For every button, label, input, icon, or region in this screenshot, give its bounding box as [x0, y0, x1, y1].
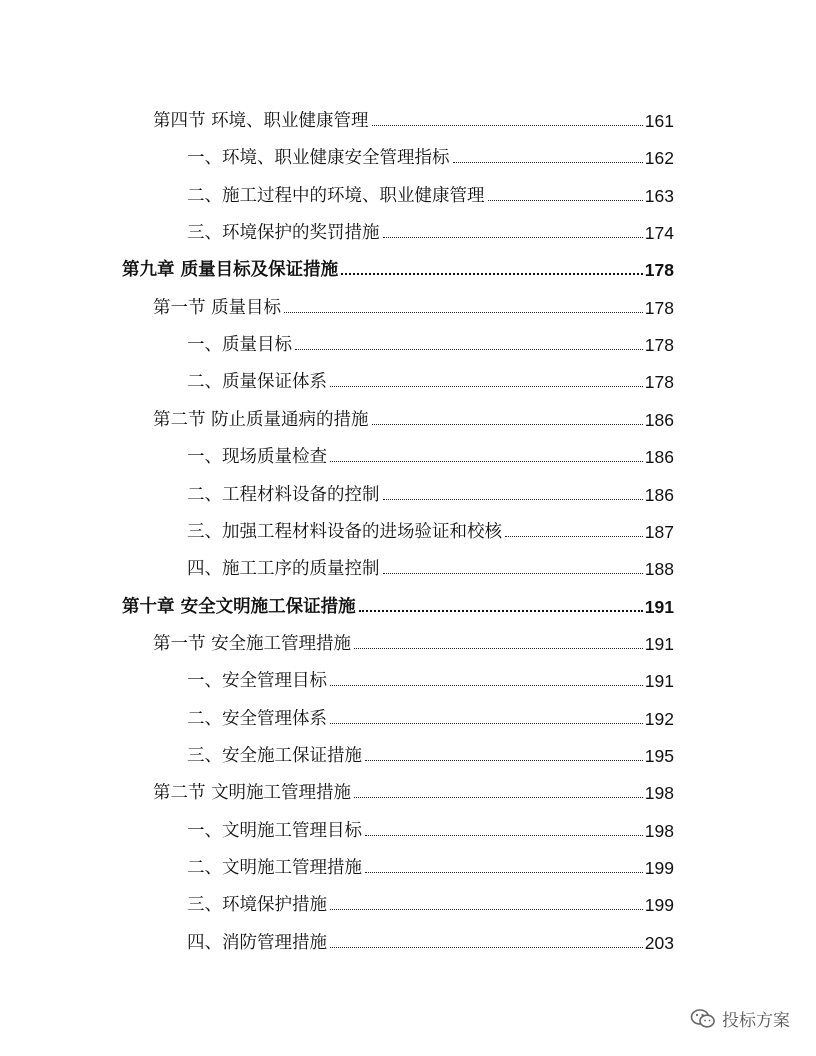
- toc-entry-label: 第十章 安全文明施工保证措施: [122, 596, 356, 617]
- toc-entry-label: 一、安全管理目标: [187, 671, 327, 692]
- watermark: [690, 1006, 790, 1031]
- toc-page-number: 174: [644, 223, 674, 244]
- toc-leader-dots: [341, 273, 643, 275]
- toc-entry[interactable]: [153, 778, 674, 804]
- toc-page-number: 191: [644, 671, 674, 692]
- toc-leader-dots: [383, 499, 643, 500]
- toc-entry[interactable]: [153, 405, 674, 431]
- toc-leader-dots: [365, 760, 643, 761]
- toc-entry[interactable]: [187, 704, 674, 730]
- toc-entry[interactable]: [122, 592, 674, 618]
- toc-leader-dots: [372, 424, 643, 425]
- toc-entry-label: 三、安全施工保证措施: [187, 745, 362, 766]
- toc-page-number: 161: [644, 111, 674, 131]
- toc-entry-label: 第九章 质量目标及保证措施: [122, 260, 339, 281]
- toc-entry-label: 第一节 安全施工管理措施: [153, 633, 352, 654]
- toc-entry-label: 三、环境保护措施: [187, 895, 327, 916]
- toc-page-number: 178: [644, 372, 674, 393]
- toc-entry-label: 一、现场质量检查: [187, 447, 327, 468]
- toc-entry-label: 第二节 防止质量通病的措施: [153, 409, 369, 430]
- toc-page-number: 186: [644, 447, 674, 468]
- toc-entry-label: 第二节 文明施工管理措施: [153, 783, 352, 804]
- toc-entry-label: 二、工程材料设备的控制: [187, 484, 380, 505]
- toc-entry[interactable]: [187, 143, 674, 169]
- toc-entry[interactable]: [187, 554, 674, 580]
- toc-leader-dots: [330, 685, 643, 686]
- toc-leader-dots: [330, 947, 643, 948]
- toc-entry-label: 三、环境保护的奖罚措施: [187, 223, 380, 244]
- toc-leader-dots: [330, 386, 643, 387]
- toc-page-number: 187: [644, 521, 674, 542]
- toc-entry[interactable]: [187, 330, 674, 356]
- toc-entry-label: 二、质量保证体系: [187, 372, 327, 393]
- toc-leader-dots: [359, 610, 643, 612]
- toc-entry-label: 三、加强工程材料设备的进场验证和校核: [187, 521, 502, 542]
- toc-leader-dots: [372, 125, 643, 126]
- toc-entry[interactable]: [153, 106, 674, 132]
- toc-entry-label: 四、消防管理措施: [187, 932, 327, 953]
- toc-entry[interactable]: [187, 928, 674, 954]
- watermark-text: 投标方案: [722, 1011, 790, 1031]
- toc-entry[interactable]: [187, 442, 674, 468]
- toc-entry-label: 一、文明施工管理目标: [187, 820, 362, 841]
- toc-leader-dots: [284, 312, 643, 313]
- toc-page-number: 191: [644, 596, 674, 617]
- toc-leader-dots: [295, 349, 643, 350]
- toc-entry[interactable]: [187, 816, 674, 842]
- toc-page-number: 188: [644, 559, 674, 580]
- toc-entry[interactable]: [153, 293, 674, 319]
- toc-page-number: 199: [644, 858, 674, 878]
- toc-leader-dots: [365, 835, 643, 836]
- toc-entry[interactable]: [153, 629, 674, 655]
- toc-leader-dots: [330, 723, 643, 724]
- toc-leader-dots: [453, 162, 643, 163]
- toc-entry[interactable]: [187, 741, 674, 767]
- toc-entry[interactable]: [187, 218, 674, 244]
- toc-entry[interactable]: [187, 853, 674, 879]
- toc-leader-dots: [488, 200, 643, 201]
- toc-page-number: 199: [644, 895, 674, 916]
- toc-page-number: 191: [644, 633, 674, 654]
- toc-page-number: 203: [644, 932, 674, 953]
- toc-entry-label: 第四节 环境、职业健康管理: [153, 111, 369, 131]
- toc-page-number: 178: [644, 335, 674, 356]
- toc-leader-dots: [354, 648, 643, 649]
- toc-entry-label: 二、安全管理体系: [187, 708, 327, 729]
- toc-page-number: 178: [644, 260, 674, 281]
- toc-entry-label: 第一节 质量目标: [153, 297, 282, 318]
- toc-page-number: 198: [644, 783, 674, 804]
- toc-page-number: 178: [644, 297, 674, 318]
- toc-page-number: 186: [644, 409, 674, 430]
- toc-leader-dots: [354, 797, 643, 798]
- toc-leader-dots: [505, 536, 643, 537]
- toc-page-number: 186: [644, 484, 674, 505]
- toc-entry[interactable]: [187, 666, 674, 692]
- toc-entry-label: 二、施工过程中的环境、职业健康管理: [187, 185, 485, 206]
- toc-leader-dots: [330, 461, 643, 462]
- toc-entry[interactable]: [122, 255, 674, 281]
- toc-entry[interactable]: [187, 517, 674, 543]
- toc-leader-dots: [365, 872, 643, 873]
- toc-entry[interactable]: [187, 890, 674, 916]
- toc-page-number: 198: [644, 820, 674, 841]
- toc-page-number: 192: [644, 708, 674, 729]
- toc-entry[interactable]: [187, 367, 674, 393]
- toc-page-number: 163: [644, 185, 674, 206]
- toc-entry-label: 一、环境、职业健康安全管理指标: [187, 148, 450, 169]
- toc-page-number: 195: [644, 745, 674, 766]
- toc-entry[interactable]: [187, 480, 674, 506]
- toc-entry-label: 四、施工工序的质量控制: [187, 559, 380, 580]
- toc-entry-label: 一、质量目标: [187, 335, 292, 356]
- toc-leader-dots: [383, 237, 643, 238]
- toc-entry[interactable]: [187, 181, 674, 207]
- toc-entry-label: 二、文明施工管理措施: [187, 858, 362, 878]
- toc-leader-dots: [383, 573, 643, 574]
- toc-leader-dots: [330, 909, 643, 910]
- toc-page-number: 162: [644, 148, 674, 169]
- wechat-icon: [690, 1008, 716, 1030]
